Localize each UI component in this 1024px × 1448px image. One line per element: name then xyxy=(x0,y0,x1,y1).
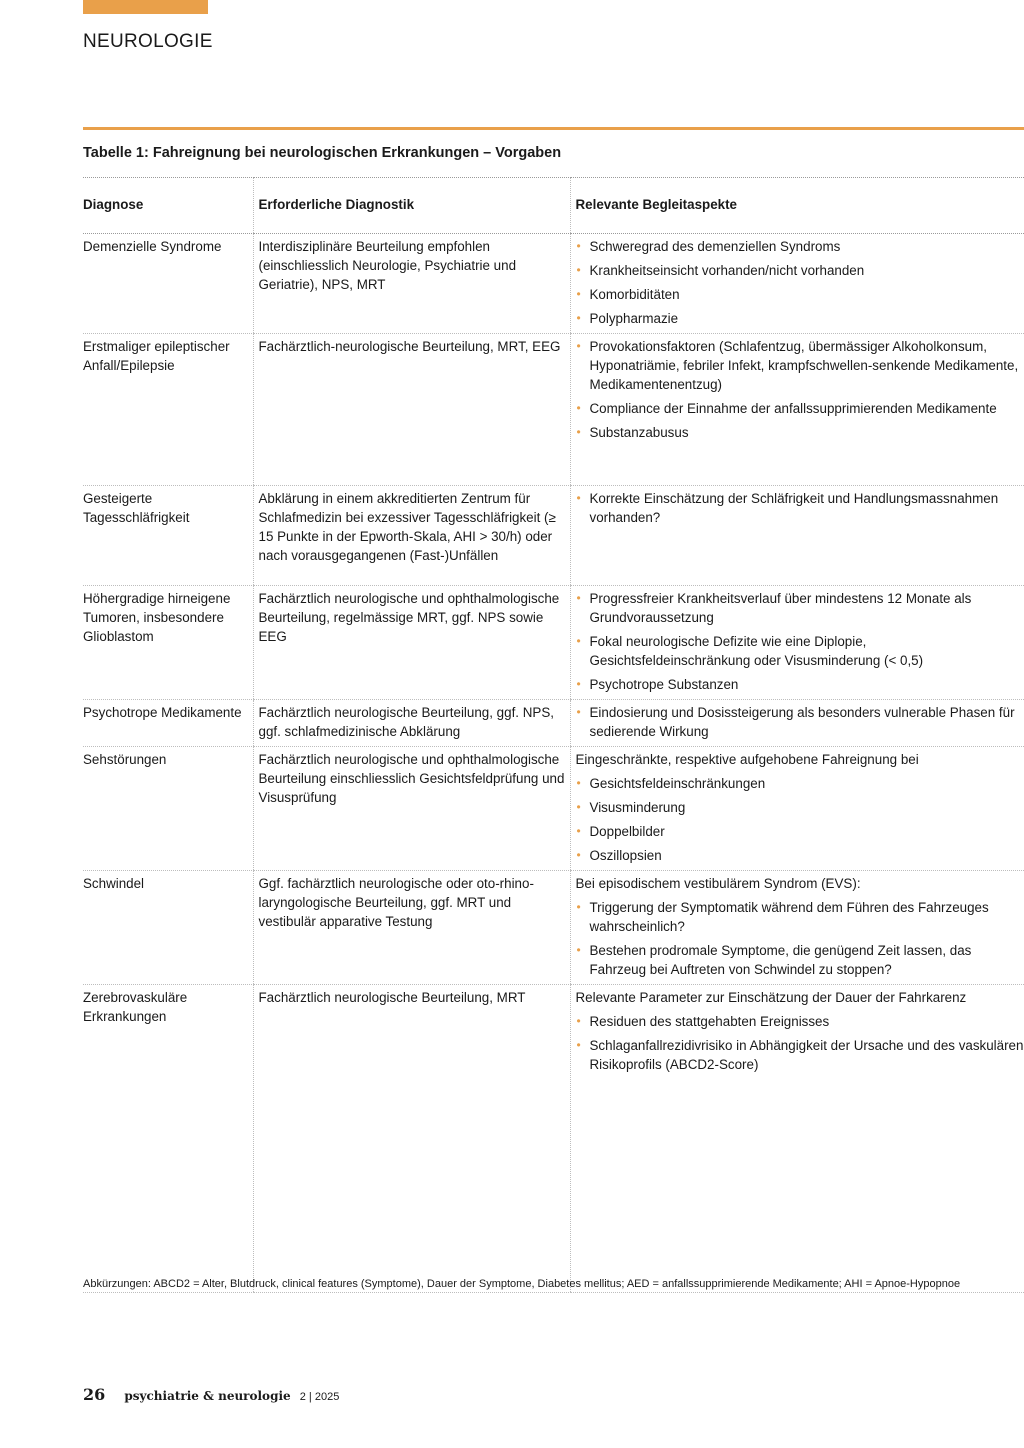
table-row xyxy=(83,486,1024,586)
aspect-text: Schweregrad des demenziellen Syndroms xyxy=(589,239,841,254)
aspect-text: Eindosierung und Dosissteigerung als besonders vulnerable Phasen für sedierende Wirkung xyxy=(589,705,1015,739)
aspects-list xyxy=(576,1012,1024,1074)
cell-begleitaspekte xyxy=(570,747,1024,871)
requirements-table xyxy=(83,177,1024,1293)
bullet-icon: • xyxy=(576,677,581,691)
journal-issue: 2 | 2025 xyxy=(299,1391,340,1403)
cell-diagnose: Zerebrovaskuläre Erkrankungen xyxy=(83,985,253,1293)
aspect-text: Visusminderung xyxy=(589,800,686,815)
cell-diagnose: Demenzielle Syndrome xyxy=(83,234,253,334)
aspect-text: Provokationsfaktoren (Schlafentzug, übermässiger Alkoholkonsum, Hyponatriämie, febriler Infekt, krampfschwellen-senkende Medikamente, Medikamentenentzug) xyxy=(589,339,1019,392)
section-title: NEUROLOGIE xyxy=(83,31,213,52)
cell-begleitaspekte xyxy=(570,700,1024,747)
aspect-text: Krankheitseinsicht vorhanden/nicht vorhanden xyxy=(589,263,865,278)
aspects-list xyxy=(576,337,1024,442)
cell-diagnose: Erstmaliger epileptischer Anfall/Epilepsie xyxy=(83,334,253,486)
table-header-row xyxy=(83,178,1024,234)
aspect-text: Triggerung der Symptomatik während dem Führen des Fahrzeuges wahrscheinlich? xyxy=(589,900,989,934)
aspect-text: Residuen des stattgehabten Ereignisses xyxy=(589,1014,830,1029)
aspect-text: Komorbiditäten xyxy=(589,287,680,302)
cell-begleitaspekte xyxy=(570,334,1024,486)
page-number: 26 xyxy=(83,1385,106,1404)
list-item xyxy=(576,337,1024,394)
table-row xyxy=(83,700,1024,747)
aspects-intro: Relevante Parameter zur Einschätzung der Dauer der Fahrkarenz xyxy=(575,990,967,1005)
bullet-icon: • xyxy=(576,591,581,605)
bullet-icon: • xyxy=(576,943,581,957)
cell-diagnostik: Fachärztlich-neurologische Beurteilung, MRT, EEG xyxy=(253,334,570,486)
cell-diagnostik: Abklärung in einem akkreditierten Zentrum für Schlafmedizin bei exzessiver Tagesschläfrigkeit (≥ 15 Punkte in der Epworth-Skala, AHI > 30/h) oder nach vorausgegangenen (Fast-)Unfällen xyxy=(253,486,570,586)
table-row xyxy=(83,586,1024,700)
aspect-text: Substanzabusus xyxy=(589,425,689,440)
list-item xyxy=(576,489,1024,527)
table-row xyxy=(83,871,1024,985)
aspects-list xyxy=(576,898,1024,979)
bullet-icon: • xyxy=(576,1014,581,1028)
accent-rule xyxy=(83,127,1024,130)
bullet-icon: • xyxy=(576,900,581,914)
bullet-icon: • xyxy=(576,263,581,277)
cell-begleitaspekte xyxy=(570,871,1024,985)
aspect-text: Gesichtsfeldeinschränkungen xyxy=(589,776,766,791)
aspect-text: Fokal neurologische Defizite wie eine Diplopie, Gesichtsfeldeinschränkung oder Visusminderung (< 0,5) xyxy=(589,634,924,668)
table-caption: Tabelle 1: Fahreignung bei neurologischen Erkrankungen – Vorgaben xyxy=(83,145,562,161)
bullet-icon: • xyxy=(576,848,581,862)
cell-diagnostik: Fachärztlich neurologische Beurteilung, MRT xyxy=(253,985,570,1293)
aspect-text: Schlaganfallrezidivrisiko in Abhängigkeit der Ursache und des vaskulären Risikoprofils (ABCD2-Score) xyxy=(589,1038,1024,1072)
aspects-list xyxy=(576,489,1024,527)
page-footer xyxy=(83,1385,339,1404)
aspects-list xyxy=(576,774,1024,865)
abbreviations-note: Abkürzungen: ABCD2 = Alter, Blutdruck, clinical features (Symptome), Dauer der Symptome, Diabetes mellitus; AED = anfallssupprimierende Medikamente; AHI = Apnoe-Hypopnoe xyxy=(83,1278,961,1290)
bullet-icon: • xyxy=(576,824,581,838)
table-row xyxy=(83,334,1024,486)
bullet-icon: • xyxy=(576,239,581,253)
bullet-icon: • xyxy=(576,311,581,325)
list-item xyxy=(576,399,1024,418)
list-item xyxy=(576,941,1024,979)
bullet-icon: • xyxy=(576,776,581,790)
cell-begleitaspekte xyxy=(570,486,1024,586)
cell-diagnostik: Fachärztlich neurologische und ophthalmologische Beurteilung, regelmässige MRT, ggf. NPS sowie EEG xyxy=(253,586,570,700)
list-item xyxy=(576,285,1024,304)
column-header-diagnose: Diagnose xyxy=(83,178,253,234)
aspect-text: Polypharmazie xyxy=(589,311,679,326)
cell-begleitaspekte xyxy=(570,985,1024,1293)
aspect-text: Progressfreier Krankheitsverlauf über mindestens 12 Monate als Grundvoraussetzung xyxy=(589,591,972,625)
list-item xyxy=(576,237,1024,256)
list-item xyxy=(576,898,1024,936)
list-item xyxy=(576,846,1024,865)
cell-diagnose: Höhergradige hirneigene Tumoren, insbesondere Glioblastom xyxy=(83,586,253,700)
bullet-icon: • xyxy=(576,287,581,301)
cell-diagnostik: Ggf. fachärztlich neurologische oder oto-rhino-laryngologische Beurteilung, ggf. MRT und vestibulär apparative Testung xyxy=(253,871,570,985)
bullet-icon: • xyxy=(576,425,581,439)
aspect-text: Oszillopsien xyxy=(589,848,662,863)
list-item xyxy=(576,1036,1024,1074)
cell-diagnostik: Fachärztlich neurologische und ophthalmologische Beurteilung einschliesslich Gesichtsfeldprüfung und Visusprüfung xyxy=(253,747,570,871)
cell-diagnostik: Interdisziplinäre Beurteilung empfohlen (einschliesslich Neurologie, Psychiatrie und Geriatrie), NPS, MRT xyxy=(253,234,570,334)
aspects-list xyxy=(576,589,1024,694)
list-item xyxy=(576,675,1024,694)
table-row xyxy=(83,747,1024,871)
aspects-intro: Bei episodischem vestibulärem Syndrom (EVS): xyxy=(575,876,861,891)
aspect-text: Psychotrope Substanzen xyxy=(589,677,739,692)
bullet-icon: • xyxy=(576,1038,581,1052)
table-row xyxy=(83,234,1024,334)
cell-diagnose: Sehstörungen xyxy=(83,747,253,871)
bullet-icon: • xyxy=(576,491,581,505)
table-row xyxy=(83,985,1024,1293)
list-item xyxy=(576,423,1024,442)
accent-bar xyxy=(83,0,208,14)
bullet-icon: • xyxy=(576,339,581,353)
aspect-text: Compliance der Einnahme der anfallssupprimierenden Medikamente xyxy=(589,401,997,416)
cell-diagnostik: Fachärztlich neurologische Beurteilung, ggf. NPS, ggf. schlafmedizinische Abklärung xyxy=(253,700,570,747)
column-header-begleitaspekte: Relevante Begleitaspekte xyxy=(570,178,1024,234)
cell-diagnose: Gesteigerte Tagesschläfrigkeit xyxy=(83,486,253,586)
journal-title: psychiatrie & neurologie xyxy=(124,1389,291,1403)
table-body xyxy=(83,234,1024,1293)
cell-begleitaspekte xyxy=(570,586,1024,700)
cell-diagnose: Schwindel xyxy=(83,871,253,985)
aspect-text: Korrekte Einschätzung der Schläfrigkeit und Handlungsmassnahmen vorhanden? xyxy=(589,491,999,525)
list-item xyxy=(576,309,1024,328)
aspect-text: Doppelbilder xyxy=(589,824,665,839)
list-item xyxy=(576,703,1024,741)
list-item xyxy=(576,1012,1024,1031)
list-item xyxy=(576,261,1024,280)
aspects-list xyxy=(576,703,1024,741)
list-item xyxy=(576,632,1024,670)
list-item xyxy=(576,798,1024,817)
column-header-diagnostik: Erforderliche Diagnostik xyxy=(253,178,570,234)
list-item xyxy=(576,822,1024,841)
aspects-intro: Eingeschränkte, respektive aufgehobene Fahreignung bei xyxy=(575,752,919,767)
bullet-icon: • xyxy=(576,705,581,719)
list-item xyxy=(576,589,1024,627)
cell-diagnose: Psychotrope Medikamente xyxy=(83,700,253,747)
aspects-list xyxy=(576,237,1024,328)
bullet-icon: • xyxy=(576,634,581,648)
list-item xyxy=(576,774,1024,793)
bullet-icon: • xyxy=(576,800,581,814)
cell-begleitaspekte xyxy=(570,234,1024,334)
bullet-icon: • xyxy=(576,401,581,415)
aspect-text: Bestehen prodromale Symptome, die genügend Zeit lassen, das Fahrzeug bei Auftreten von Schwindel zu stoppen? xyxy=(589,943,972,977)
